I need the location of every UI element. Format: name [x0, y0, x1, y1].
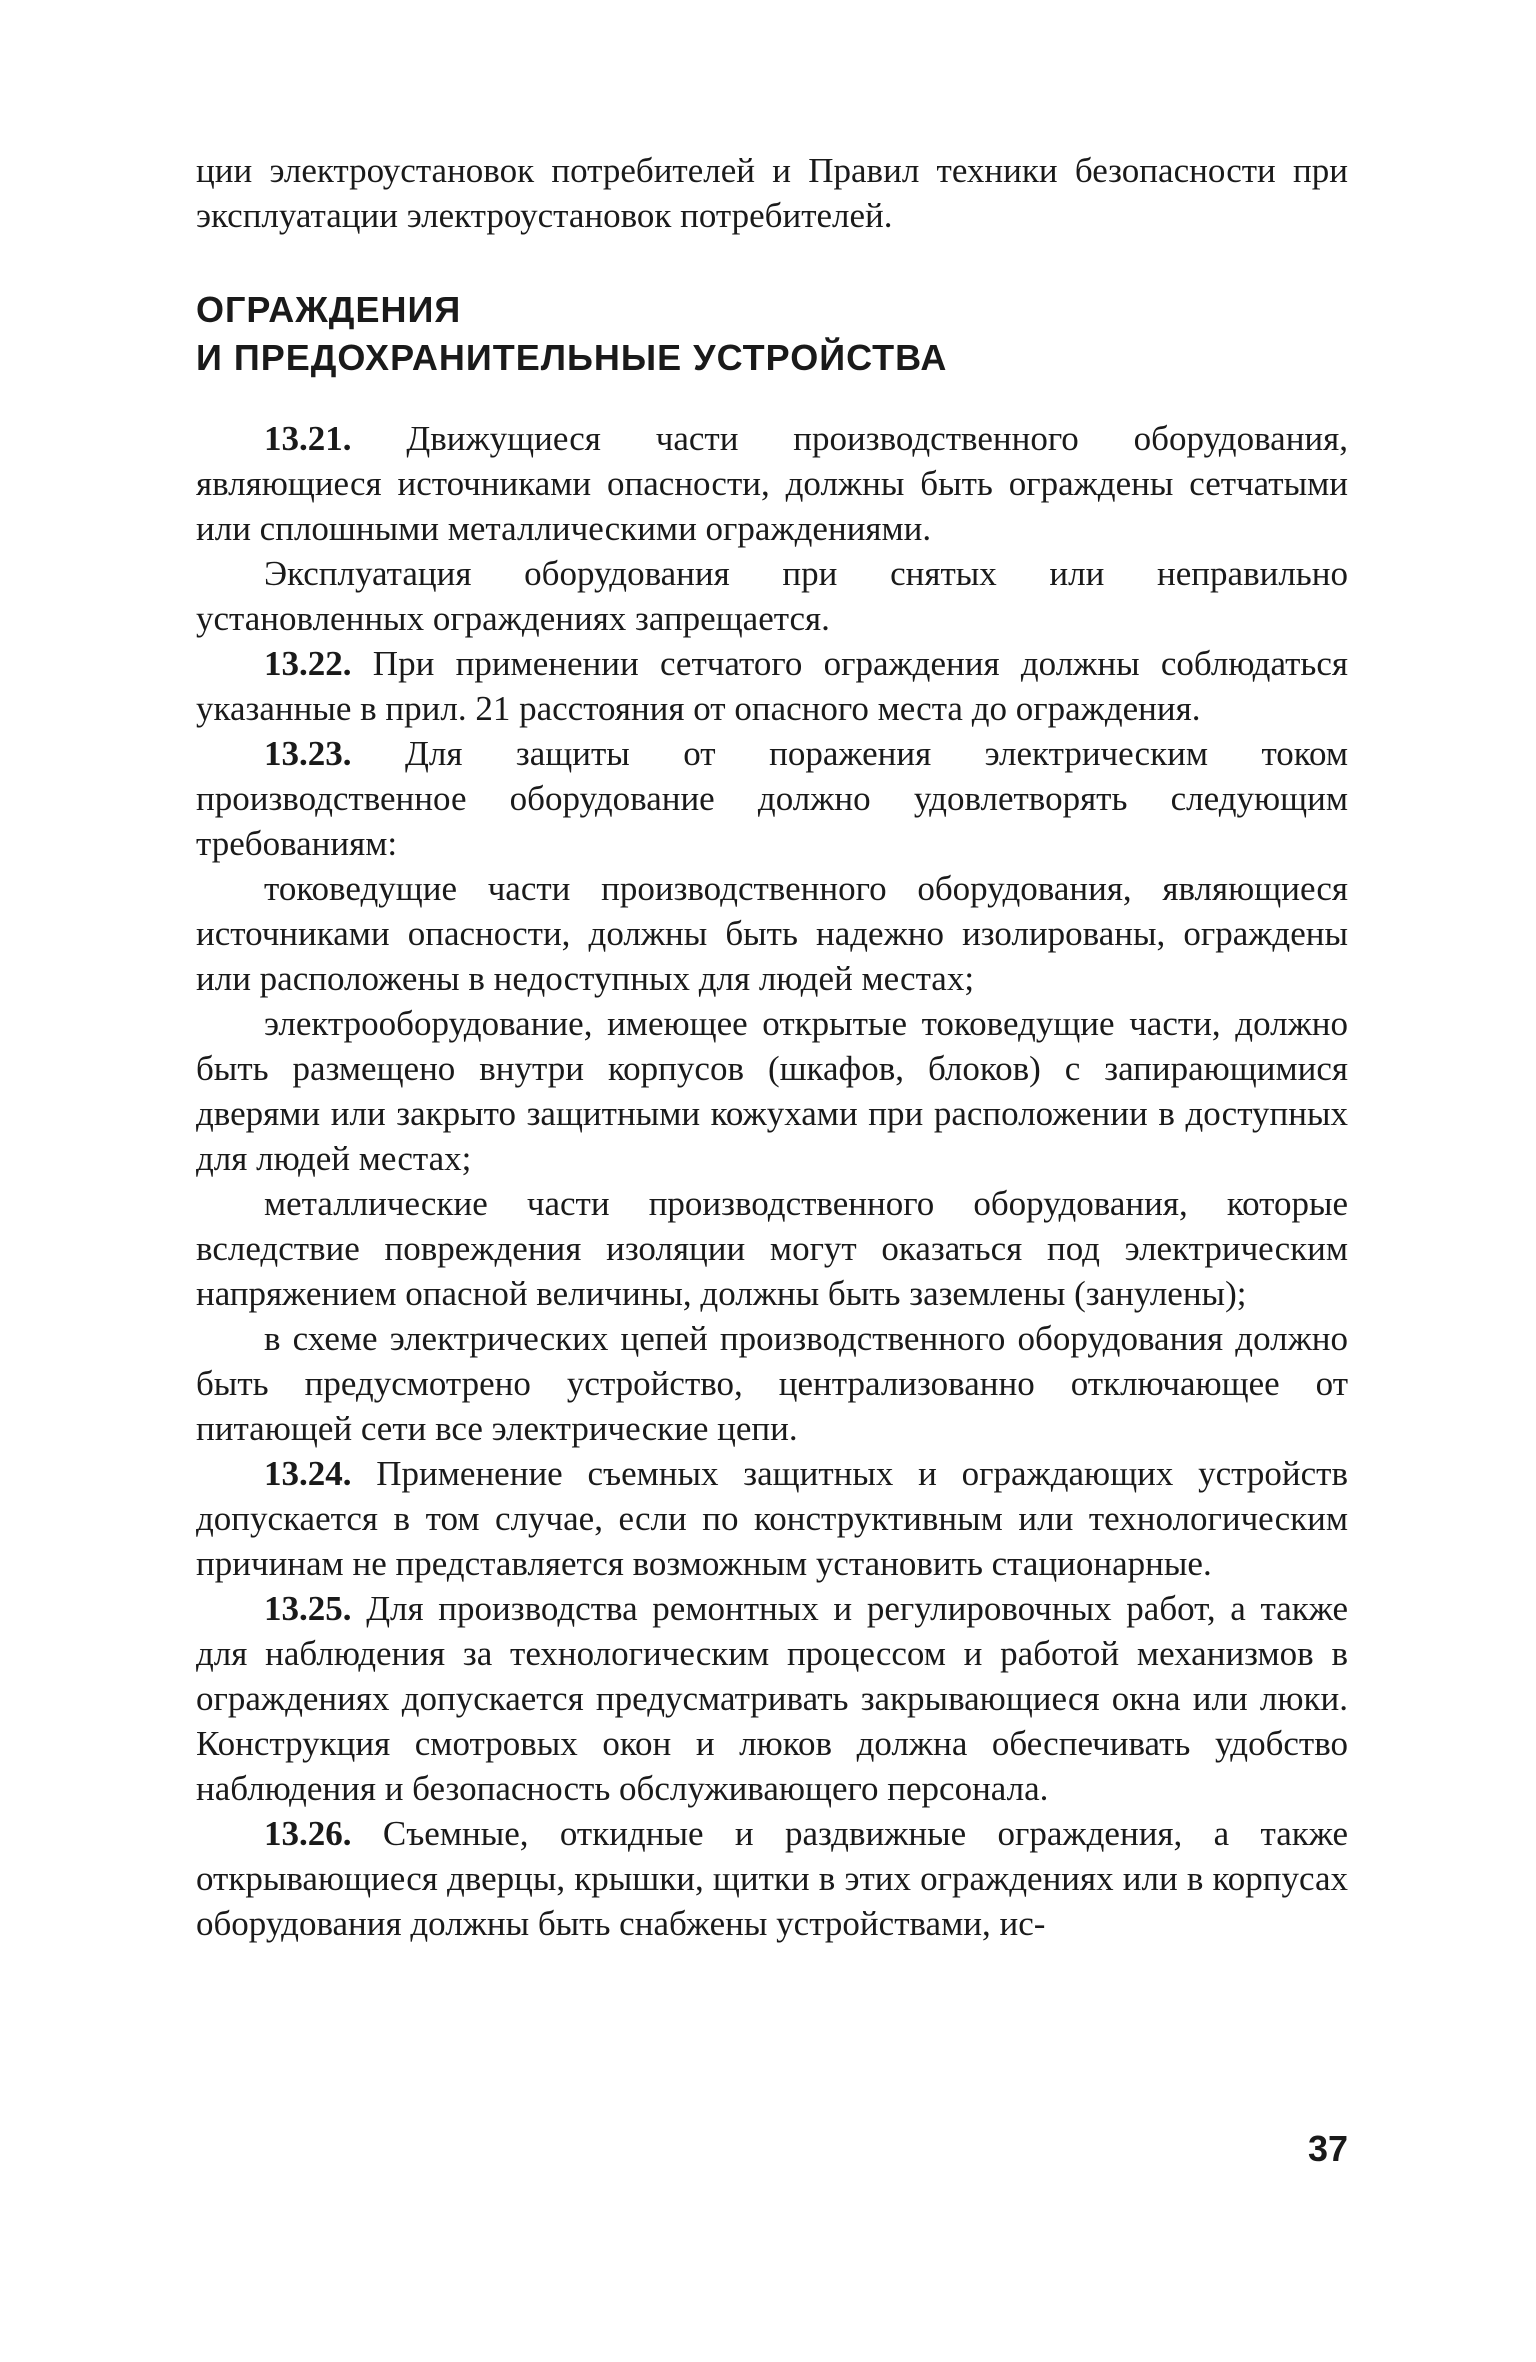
clause-text: Применение съемных защитных и ограждающих устройств допускается в том случае, если по конструктивным или технологическим причинам не представляется возможным установить стационарные.	[196, 1454, 1348, 1583]
requirement-item: токоведущие части производственного оборудования, являющиеся источниками опасности, должны быть надежно изолированы, ограждены или расположены в недоступных для людей местах;	[196, 869, 1348, 998]
clause-number: 13.21.	[264, 419, 352, 458]
clause-text: Для производства ремонтных и регулировочных работ, а также для наблюдения за технологическим процессом и работой механизмов в ограждениях допускается предусматривать закрывающиеся окна или люки. Конструкция смотровых окон и люков должна обеспечивать удобство наблюдения и безопасность обслуживающего персонала.	[196, 1589, 1348, 1808]
clause-number: 13.23.	[264, 734, 352, 773]
clause-13-22	[196, 641, 1348, 731]
section-heading-line-1: ОГРАЖДЕНИЯ	[196, 289, 462, 330]
clause-number: 13.26.	[264, 1814, 352, 1853]
requirement-item: электрооборудование, имеющее открытые токоведущие части, должно быть размещено внутри корпусов (шкафов, блоков) с запирающимися дверями или закрыто защитными кожухами при расположении в доступных для людей местах;	[196, 1004, 1348, 1178]
page-number: 37	[1307, 2128, 1348, 2169]
document-page	[196, 148, 1348, 1946]
requirement-item: металлические части производственного оборудования, которые вследствие повреждения изоляции могут оказаться под электрическим напряжением опасной величины, должны быть заземлены (занулены);	[196, 1184, 1348, 1313]
clause-13-24	[196, 1451, 1348, 1586]
clause-number: 13.24.	[264, 1454, 352, 1493]
clause-text: Движущиеся части производственного оборудования, являющиеся источниками опасности, должны быть ограждены сетчатыми или сплошными металлическими ограждениями.	[196, 419, 1349, 548]
requirement-item: в схеме электрических цепей производственного оборудования должно быть предусмотрено устройство, централизованно отключающее от питающей сети все электрические цепи.	[196, 1319, 1348, 1448]
clause-text: При применении сетчатого ограждения должны соблюдаться указанные в прил. 21 расстояния от опасного места до ограждения.	[196, 644, 1349, 728]
section-heading-line-2: И ПРЕДОХРАНИТЕЛЬНЫЕ УСТРОЙСТВА	[196, 337, 948, 378]
clause-13-21	[196, 416, 1348, 551]
clause-13-21-paragraph-2: Эксплуатация оборудования при снятых или неправильно установленных ограждениях запрещается.	[196, 554, 1348, 638]
section-heading	[196, 286, 1348, 382]
intro-paragraph: ции электроустановок потребителей и Правил техники безопасности при эксплуатации электроустановок потребителей.	[196, 151, 1348, 235]
clause-text: Съемные, откидные и раздвижные ограждения, а также открывающиеся дверцы, крышки, щитки в этих ограждениях или в корпусах оборудования должны быть снабжены устройствами, ис-	[196, 1814, 1349, 1943]
clause-number: 13.25.	[264, 1589, 352, 1628]
clause-13-25	[196, 1586, 1348, 1811]
clause-13-26	[196, 1811, 1348, 1946]
clause-text: Для защиты от поражения электрическим током производственное оборудование должно удовлетворять следующим требованиям:	[196, 734, 1349, 863]
clause-13-23	[196, 731, 1348, 866]
clause-number: 13.22.	[264, 644, 352, 683]
